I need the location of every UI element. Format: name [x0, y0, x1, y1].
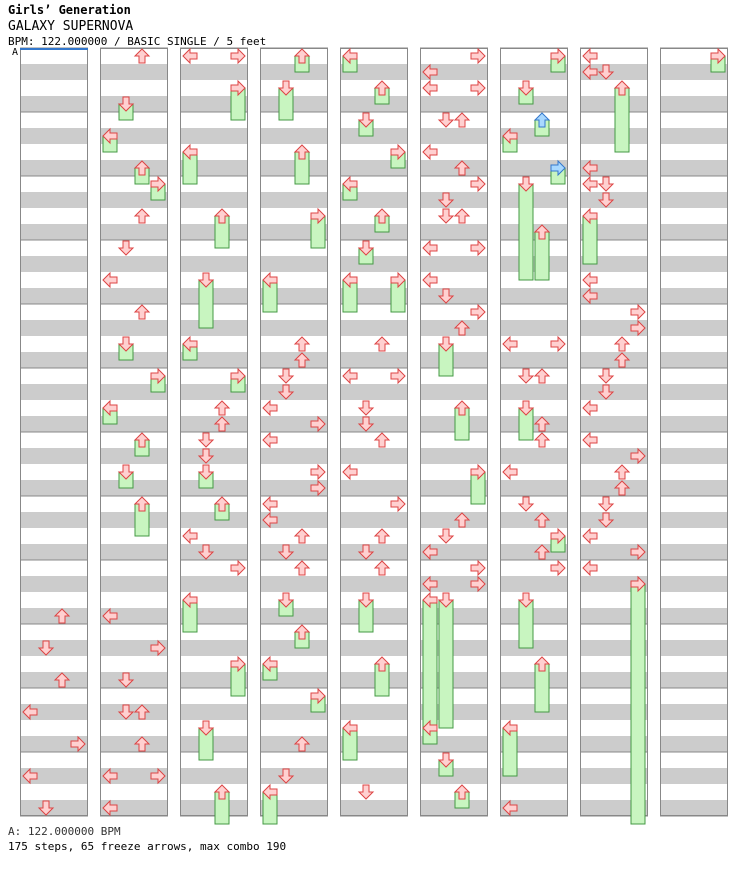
beat-stripe — [180, 576, 248, 592]
beat-stripe — [100, 544, 168, 560]
beat-stripe — [100, 576, 168, 592]
beat-stripe — [180, 544, 248, 560]
beat-stripe — [420, 352, 488, 368]
beat-stripe — [260, 608, 328, 624]
beat-stripe — [340, 224, 408, 240]
beat-stripe — [180, 192, 248, 208]
beat-stripe — [260, 768, 328, 784]
beat-stripe — [660, 768, 728, 784]
beat-stripe — [20, 448, 88, 464]
beat-stripe — [340, 512, 408, 528]
beat-stripe — [500, 384, 568, 400]
beat-stripe — [20, 160, 88, 176]
beat-stripe — [340, 96, 408, 112]
beat-stripe — [500, 640, 568, 656]
freeze-arrow-body — [519, 184, 533, 280]
beat-stripe — [340, 416, 408, 432]
freeze-arrow-body — [615, 88, 629, 152]
beat-stripe — [660, 800, 728, 816]
beat-stripe — [260, 256, 328, 272]
beat-stripe — [420, 320, 488, 336]
beat-stripe — [660, 224, 728, 240]
beat-stripe — [20, 800, 88, 816]
beat-stripe — [260, 128, 328, 144]
beat-stripe — [340, 384, 408, 400]
beat-stripe — [660, 128, 728, 144]
beat-stripe — [500, 448, 568, 464]
beat-stripe — [340, 256, 408, 272]
beat-stripe — [420, 384, 488, 400]
beat-stripe — [420, 192, 488, 208]
beat-stripe — [660, 576, 728, 592]
beat-stripe — [20, 288, 88, 304]
beat-stripe — [580, 480, 648, 496]
beat-stripe — [500, 672, 568, 688]
beat-stripe — [580, 416, 648, 432]
beat-stripe — [20, 320, 88, 336]
beat-stripe — [100, 96, 168, 112]
beat-stripe — [260, 64, 328, 80]
beat-stripe — [20, 672, 88, 688]
beat-stripe — [660, 192, 728, 208]
beat-stripe — [340, 544, 408, 560]
beat-stripe — [340, 608, 408, 624]
beat-stripe — [660, 448, 728, 464]
beat-stripe — [20, 384, 88, 400]
beat-stripe — [260, 384, 328, 400]
beat-stripe — [500, 320, 568, 336]
beat-stripe — [660, 288, 728, 304]
beat-stripe — [340, 448, 408, 464]
beat-stripe — [580, 128, 648, 144]
beat-stripe — [180, 128, 248, 144]
beat-stripe — [260, 320, 328, 336]
beat-stripe — [500, 224, 568, 240]
beat-stripe — [20, 352, 88, 368]
beat-stripe — [500, 352, 568, 368]
beat-stripe — [100, 480, 168, 496]
beat-stripe — [340, 128, 408, 144]
beat-stripe — [180, 416, 248, 432]
beat-stripe — [500, 192, 568, 208]
beat-stripe — [100, 64, 168, 80]
beat-stripe — [420, 288, 488, 304]
beat-stripe — [500, 576, 568, 592]
beat-stripe — [340, 800, 408, 816]
beat-stripe — [20, 512, 88, 528]
freeze-arrow-body — [423, 600, 437, 728]
beat-stripe — [260, 448, 328, 464]
beat-stripe — [340, 768, 408, 784]
beat-stripe — [420, 96, 488, 112]
beat-stripe — [100, 512, 168, 528]
beat-stripe — [20, 608, 88, 624]
beat-stripe — [180, 224, 248, 240]
beat-stripe — [20, 640, 88, 656]
beat-stripe — [340, 352, 408, 368]
beat-stripe — [180, 448, 248, 464]
beat-stripe — [20, 128, 88, 144]
beat-stripe — [580, 192, 648, 208]
beat-stripe — [180, 736, 248, 752]
beat-stripe — [420, 256, 488, 272]
beat-stripe — [420, 160, 488, 176]
beat-stripe — [20, 192, 88, 208]
beat-stripe — [20, 544, 88, 560]
song-title: GALAXY SUPERNOVA — [8, 19, 134, 34]
beat-stripe — [100, 672, 168, 688]
beat-stripe — [100, 160, 168, 176]
beat-stripe — [340, 672, 408, 688]
beat-stripe — [420, 224, 488, 240]
beat-stripe — [340, 576, 408, 592]
beat-stripe — [420, 128, 488, 144]
bpm-summary: A: 122.000000 BPM — [8, 825, 121, 838]
beat-stripe — [420, 768, 488, 784]
beat-stripe — [660, 352, 728, 368]
beat-stripe — [180, 320, 248, 336]
beat-stripe — [260, 96, 328, 112]
beat-stripe — [180, 512, 248, 528]
beat-stripe — [660, 736, 728, 752]
beat-stripe — [20, 64, 88, 80]
beat-stripe — [100, 704, 168, 720]
beat-stripe — [660, 544, 728, 560]
beat-stripe — [580, 96, 648, 112]
beat-stripe — [420, 800, 488, 816]
beat-stripe — [180, 800, 248, 816]
beat-stripe — [100, 256, 168, 272]
beat-stripe — [20, 256, 88, 272]
beat-stripe — [180, 288, 248, 304]
beat-stripe — [660, 96, 728, 112]
beat-stripe — [180, 480, 248, 496]
beat-stripe — [20, 576, 88, 592]
beat-stripe — [20, 224, 88, 240]
beat-stripe — [100, 352, 168, 368]
beat-stripe — [180, 64, 248, 80]
freeze-arrow-body — [439, 600, 453, 728]
beat-stripe — [180, 704, 248, 720]
beat-stripe — [660, 704, 728, 720]
beat-stripe — [340, 480, 408, 496]
beat-stripe — [500, 416, 568, 432]
beat-stripe — [660, 320, 728, 336]
beat-stripe — [500, 288, 568, 304]
beat-stripe — [260, 192, 328, 208]
beat-stripe — [340, 320, 408, 336]
beat-stripe — [100, 288, 168, 304]
beat-stripe — [660, 640, 728, 656]
beat-stripe — [500, 256, 568, 272]
beat-stripe — [660, 512, 728, 528]
beat-stripe — [260, 736, 328, 752]
step-stats: 175 steps, 65 freeze arrows, max combo 190 — [8, 840, 287, 853]
beat-stripe — [660, 672, 728, 688]
beat-stripe — [180, 768, 248, 784]
beat-stripe — [260, 160, 328, 176]
beat-stripe — [340, 704, 408, 720]
beat-stripe — [20, 96, 88, 112]
beat-stripe — [580, 352, 648, 368]
beat-stripe — [420, 416, 488, 432]
beat-stripe — [180, 256, 248, 272]
beat-stripe — [260, 544, 328, 560]
beat-stripe — [260, 640, 328, 656]
song-artist: Girls’ Generation — [8, 3, 131, 17]
beat-stripe — [100, 736, 168, 752]
beat-stripe — [500, 608, 568, 624]
beat-stripe — [260, 352, 328, 368]
beat-stripe — [420, 512, 488, 528]
beat-stripe — [660, 384, 728, 400]
beat-stripe — [660, 160, 728, 176]
beat-stripe — [420, 448, 488, 464]
beat-stripe — [20, 416, 88, 432]
beat-stripe — [100, 448, 168, 464]
segment-marker: A — [12, 47, 19, 58]
beat-stripe — [660, 416, 728, 432]
beat-stripe — [500, 512, 568, 528]
beat-stripe — [580, 512, 648, 528]
beat-stripe — [100, 224, 168, 240]
beat-stripe — [660, 256, 728, 272]
beat-stripe — [500, 96, 568, 112]
beat-stripe — [500, 704, 568, 720]
beat-stripe — [660, 608, 728, 624]
song-info: BPM: 122.000000 / BASIC SINGLE / 5 feet — [8, 35, 267, 48]
beat-stripe — [260, 576, 328, 592]
beat-stripe — [100, 320, 168, 336]
beat-stripe — [20, 480, 88, 496]
beat-stripe — [580, 384, 648, 400]
beat-stripe — [500, 480, 568, 496]
beat-stripe — [660, 480, 728, 496]
beat-stripe — [340, 640, 408, 656]
beat-stripe — [180, 640, 248, 656]
freeze-arrow-body — [631, 584, 645, 824]
